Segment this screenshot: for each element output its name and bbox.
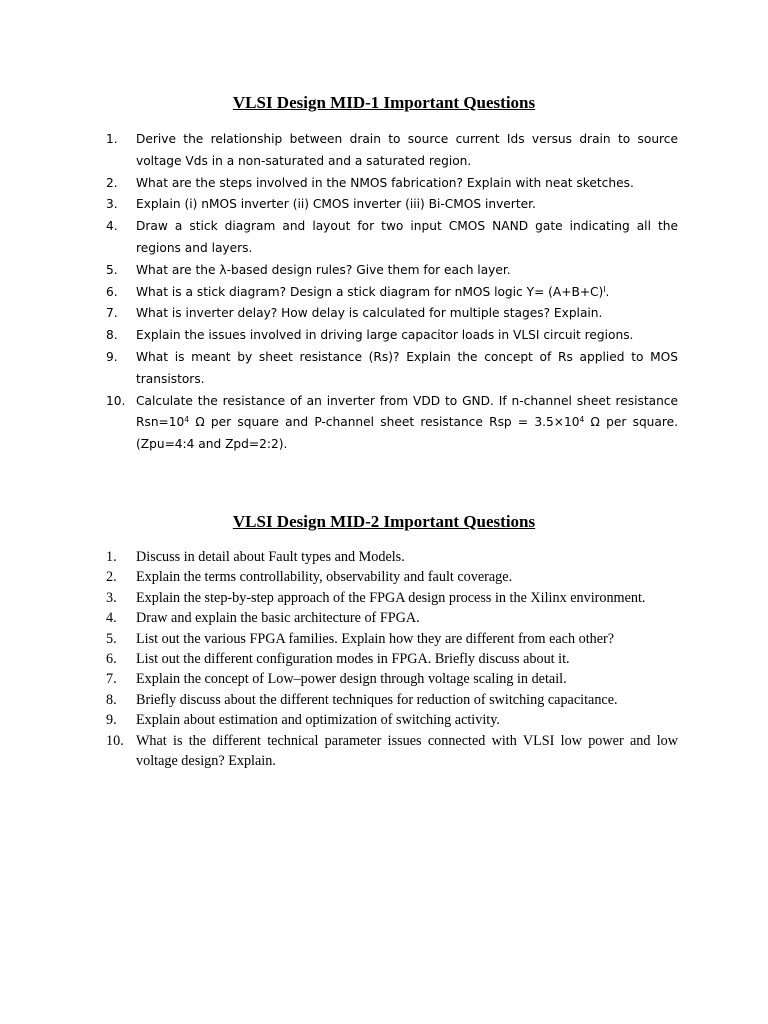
list-item: [106, 649, 678, 669]
mid1-question-list: [106, 129, 678, 456]
item-number: 5.: [106, 262, 118, 277]
list-item: [106, 303, 678, 325]
item-number: 8.: [106, 691, 117, 708]
list-item: [106, 710, 678, 730]
superscript: 4: [579, 415, 585, 425]
superscript: 4: [184, 415, 190, 425]
question-text: What is the different technical parameter issues connected with VLSI low power and low voltage design? Explain.: [136, 732, 678, 770]
list-item: [106, 347, 678, 391]
list-item: [106, 391, 678, 456]
mid2-title: VLSI Design MID-2 Important Questions: [232, 512, 536, 531]
question-text: What is meant by sheet resistance (Rs)? Explain the concept of Rs applied to MOS transistors.: [136, 349, 678, 386]
item-number: 3.: [106, 197, 118, 212]
item-number: 7.: [106, 671, 117, 688]
item-number: 7.: [106, 306, 118, 321]
item-number: 8.: [106, 328, 118, 343]
item-number: 3.: [106, 589, 117, 606]
item-number: 9.: [106, 349, 118, 364]
list-item: [106, 547, 678, 567]
list-item: [106, 173, 678, 195]
question-text: List out the different configuration modes in FPGA. Briefly discuss about it.: [136, 651, 570, 668]
list-item: [106, 731, 678, 772]
item-number: 6.: [106, 284, 118, 299]
list-item: [106, 129, 678, 173]
question-text: Derive the relationship between drain to source current Ids versus drain to source voltage Vds in a non-saturated and a saturated region.: [136, 132, 678, 168]
question-text-mid: Ω per square and P-channel sheet resistance Rsp = 3.5×10: [189, 415, 580, 430]
question-text: Discuss in detail about Fault types and Models.: [136, 549, 405, 565]
list-item: [106, 588, 678, 608]
item-number: 2.: [106, 175, 118, 190]
item-number: 10.: [106, 393, 126, 408]
question-text: Calculate the resistance of an inverter from VDD to GND. If n-channel sheet resistance Rsn=10: [136, 393, 678, 430]
list-item: [106, 325, 678, 347]
list-item: [106, 260, 678, 282]
question-text: Explain (i) nMOS inverter (ii) CMOS inverter (iii) Bi-CMOS inverter.: [136, 197, 536, 212]
question-text: Explain the concept of Low–power design through voltage scaling in detail.: [136, 671, 567, 688]
question-text-tail: .: [605, 284, 610, 299]
list-item: [106, 567, 678, 587]
question-text: Draw a stick diagram and layout for two input CMOS NAND gate indicating all the regions and layers.: [136, 219, 678, 255]
item-number: 4.: [106, 219, 118, 234]
question-text: What is a stick diagram? Design a stick diagram for nMOS logic Y= (A+B+C): [136, 284, 604, 299]
item-number: 6.: [106, 651, 117, 668]
question-text: Briefly discuss about the different techniques for reduction of switching capacitance.: [136, 691, 618, 708]
mid1-title: VLSI Design MID-1 Important Questions: [232, 93, 536, 112]
list-item: [106, 608, 678, 628]
item-number: 1.: [106, 132, 118, 146]
item-number: 5.: [106, 630, 117, 647]
superscript: I: [603, 284, 606, 294]
item-number: 9.: [106, 712, 117, 729]
item-number: 10.: [106, 732, 124, 749]
question-text: List out the various FPGA families. Explain how they are different from each other?: [136, 630, 615, 647]
question-text: Explain the issues involved in driving large capacitor loads in VLSI circuit regions.: [136, 328, 634, 343]
list-item: [106, 282, 678, 304]
question-text: What is inverter delay? How delay is calculated for multiple stages? Explain.: [136, 306, 603, 321]
question-text: Explain about estimation and optimization of switching activity.: [136, 712, 500, 729]
list-item: [106, 690, 678, 710]
question-text: Explain the terms controllability, observability and fault coverage.: [136, 569, 513, 586]
list-item: [106, 216, 678, 260]
question-text: What are the steps involved in the NMOS fabrication? Explain with neat sketches.: [136, 175, 634, 190]
item-number: 1.: [106, 549, 117, 565]
question-text-tail: Ω per square. (Zpu=4:4 and Zpd=2:2).: [136, 415, 678, 452]
item-number: 4.: [106, 610, 117, 627]
list-item: [106, 629, 678, 649]
question-text: What are the λ-based design rules? Give them for each layer.: [136, 262, 511, 277]
question-text: Explain the step-by-step approach of the FPGA design process in the Xilinx environment.: [136, 589, 646, 606]
list-item: [106, 669, 678, 689]
mid2-question-list: [106, 547, 678, 771]
question-text: Draw and explain the basic architecture of FPGA.: [136, 610, 420, 627]
list-item: [106, 194, 678, 216]
item-number: 2.: [106, 569, 117, 586]
